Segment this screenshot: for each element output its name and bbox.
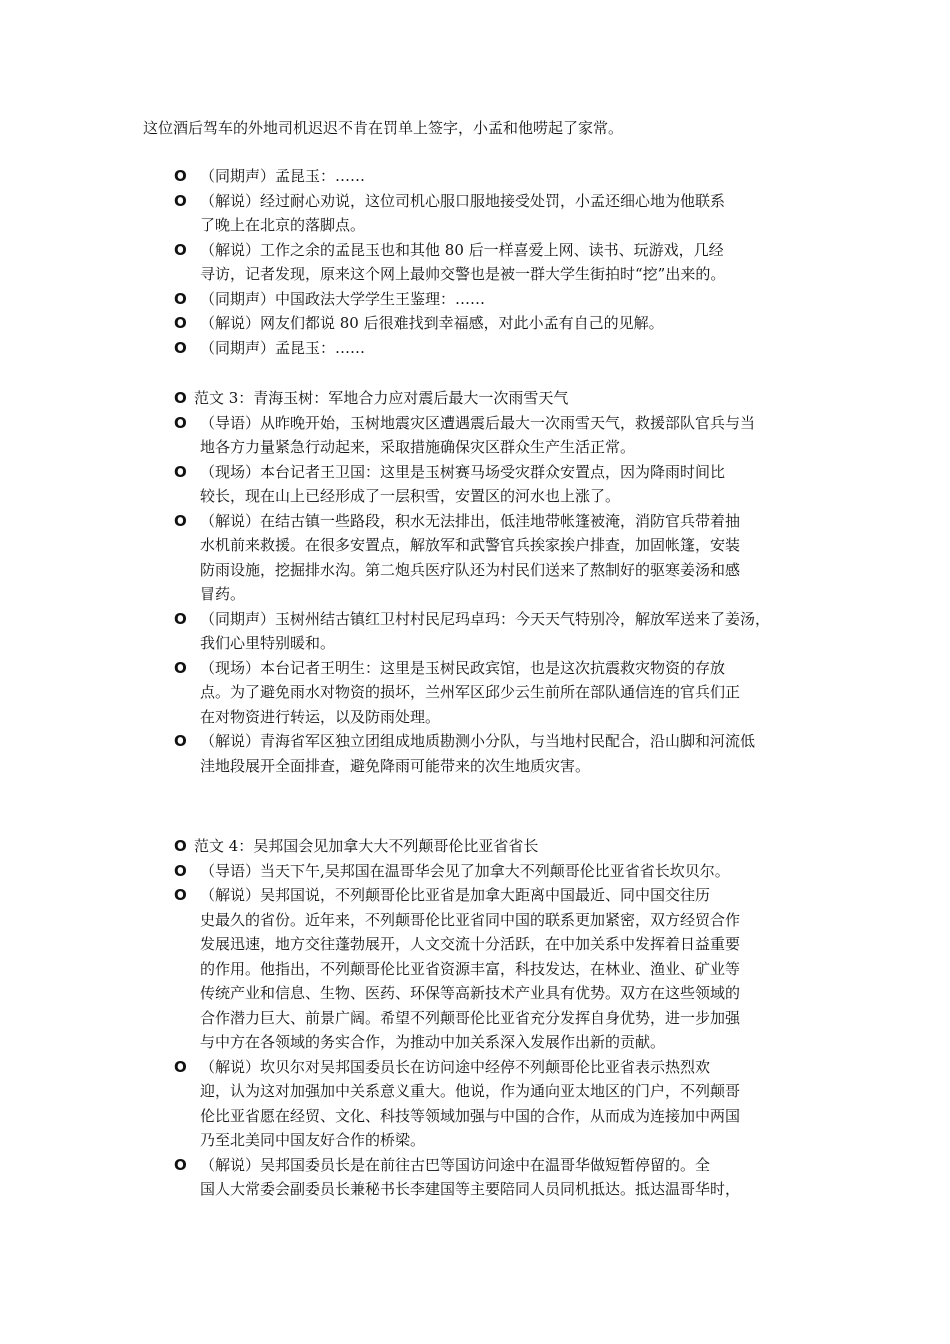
item-line: （解说）工作之余的孟昆玉也和其他 80 后一样喜爱上网、读书、玩游戏，几经 (200, 240, 724, 259)
list-item (0, 164, 950, 189)
item-line: （解说）网友们都说 80 后很难找到幸福感，对此小孟有自己的见解。 (200, 314, 664, 332)
bullet-icon: O (174, 167, 187, 185)
item-line: 地各方力量紧急行动起来，采取措施确保灾区群众生产生活正常。 (200, 438, 636, 456)
bullet-icon: O (174, 413, 187, 432)
item-line: 我们心里特别暖和。 (200, 634, 336, 652)
item-line: 范文 3：青海玉树：军地合力应对震后最大一次雨雪天气 (194, 389, 569, 407)
item-line: 国人大常委会副委员长兼秘书长李建国等主要陪同人员同机抵达。抵达温哥华时， (200, 1180, 741, 1198)
item-line: 传统产业和信息、生物、医药、环保等高新技术产业具有优势。双方在这些领域的 (200, 984, 741, 1002)
bullet-icon: O (174, 1057, 187, 1076)
item-line: （导语）从昨晚开始，玉树地震灾区遭遇震后最大一次雨雪天气，救援部队官兵与当 (200, 413, 756, 432)
intro-paragraph: 这位酒后驾车的外地司机迟迟不肯在罚单上签字，小孟和他唠起了家常。 (143, 119, 624, 137)
item-line: 伦比亚省愿在经贸、文化、科技等领域加强与中国的合作，从而成为连接加中两国 (200, 1106, 741, 1125)
item-line: 与中方在各领域的务实合作，为推动中加关系深入发展作出新的贡献。 (200, 1033, 666, 1051)
item-line: 防雨设施，挖掘排水沟。第二炮兵医疗队还为村民们送来了熬制好的驱寒姜汤和感 (200, 560, 741, 579)
bullet-icon: O (174, 658, 187, 677)
bullet-icon: O (174, 289, 187, 308)
bullet-icon: O (174, 861, 187, 880)
bullet-icon: O (174, 389, 187, 407)
list-item (0, 189, 950, 238)
item-line: （同期声）玉树州结古镇红卫村村民尼玛卓玛：今天天气特别冷，解放军送来了姜汤， (200, 609, 771, 628)
list-item (0, 1055, 950, 1153)
item-line: 的作用。他指出，不列颠哥伦比亚省资源丰富，科技发达，在林业、渔业、矿业等 (200, 959, 741, 978)
item-line: 了晚上在北京的落脚点。 (200, 216, 366, 234)
item-line: （解说）坎贝尔对吴邦国委员长在访问途中经停不列颠哥伦比亚省表示热烈欢 (200, 1057, 711, 1076)
list-item (0, 509, 950, 607)
bullet-icon: O (174, 314, 187, 332)
list-item (0, 460, 950, 509)
item-line: 范文 4：吴邦国会见加拿大大不列颠哥伦比亚省省长 (194, 837, 539, 855)
item-line: 史最久的省份。近年来，不列颠哥伦比亚省同中国的联系更加紧密，双方经贸合作 (200, 910, 741, 929)
list-item (0, 311, 950, 336)
list-item (0, 859, 950, 884)
item-line: （现场）本台记者王卫国：这里是玉树赛马场受灾群众安置点，因为降雨时间比 (200, 462, 726, 481)
list-item (0, 287, 950, 312)
section-2 (0, 386, 950, 778)
bullet-icon: O (174, 191, 187, 210)
bullet-icon: O (174, 609, 187, 628)
bullet-icon: O (174, 462, 187, 481)
item-line: 乃至北美同中国友好合作的桥梁。 (200, 1131, 426, 1149)
item-line: （同期声）中国政法大学学生王鉴理：…… (200, 289, 486, 308)
bullet-icon: O (174, 886, 187, 904)
item-line: （解说）青海省军区独立团组成地质勘测小分队，与当地村民配合，沿山脚和河流低 (200, 732, 756, 750)
bullet-icon: O (174, 511, 187, 530)
list-item (0, 883, 950, 1055)
item-line: （解说）吴邦国委员长是在前往古巴等国访问途中在温哥华做短暂停留的。全 (200, 1155, 711, 1174)
item-line: （解说）在结古镇一些路段，积水无法排出，低洼地带帐篷被淹，消防官兵带着抽 (200, 511, 741, 530)
item-line: 寻访，记者发现，原来这个网上最帅交警也是被一群大学生街拍时“挖”出来的。 (200, 265, 726, 283)
item-line: 合作潜力巨大、前景广阔。希望不列颠哥伦比亚省充分发挥自身优势，进一步加强 (200, 1008, 741, 1027)
item-line: 冒药。 (200, 585, 246, 603)
section-3 (0, 834, 950, 1202)
item-line: 点。为了避免雨水对物资的损坏，兰州军区邱少云生前所在部队通信连的官兵们正 (200, 683, 741, 701)
list-item (0, 729, 950, 778)
section-1 (0, 164, 950, 360)
item-line: 水机前来救援。在很多安置点，解放军和武警官兵挨家挨户排查，加固帐篷，安装 (200, 536, 741, 554)
list-item (0, 607, 950, 656)
item-line: 在对物资进行转运，以及防雨处理。 (200, 707, 441, 726)
bullet-icon: O (174, 732, 187, 750)
list-item (0, 1153, 950, 1202)
list-item (0, 336, 950, 361)
item-line: 较长，现在山上已经形成了一层积雪，安置区的河水也上涨了。 (200, 487, 621, 505)
bullet-icon: O (174, 240, 187, 259)
item-line: （解说）吴邦国说，不列颠哥伦比亚省是加拿大距离中国最近、同中国交往历 (200, 886, 711, 904)
item-line: 发展迅速，地方交往蓬勃展开，人文交流十分活跃，在中加关系中发挥着日益重要 (200, 935, 741, 953)
section-heading (0, 386, 950, 411)
list-item (0, 411, 950, 460)
item-line: 洼地段展开全面排查，避免降雨可能带来的次生地质灾害。 (200, 756, 591, 775)
section-heading (0, 834, 950, 859)
item-line: （同期声）孟昆玉：…… (200, 338, 366, 357)
item-line: （同期声）孟昆玉：…… (200, 167, 366, 185)
bullet-icon: O (174, 1155, 187, 1174)
item-line: 迎，认为这对加强加中关系意义重大。他说，作为通向亚太地区的门户，不列颠哥 (200, 1082, 741, 1100)
bullet-icon: O (174, 338, 187, 357)
item-line: （解说）经过耐心劝说，这位司机心服口服地接受处罚，小孟还细心地为他联系 (200, 191, 726, 210)
item-line: （导语）当天下午,吴邦国在温哥华会见了加拿大不列颠哥伦比亚省省长坎贝尔。 (200, 861, 730, 880)
list-item (0, 656, 950, 730)
item-line: （现场）本台记者王明生：这里是玉树民政宾馆，也是这次抗震救灾物资的存放 (200, 658, 726, 677)
bullet-icon: O (174, 837, 187, 855)
list-item (0, 238, 950, 287)
